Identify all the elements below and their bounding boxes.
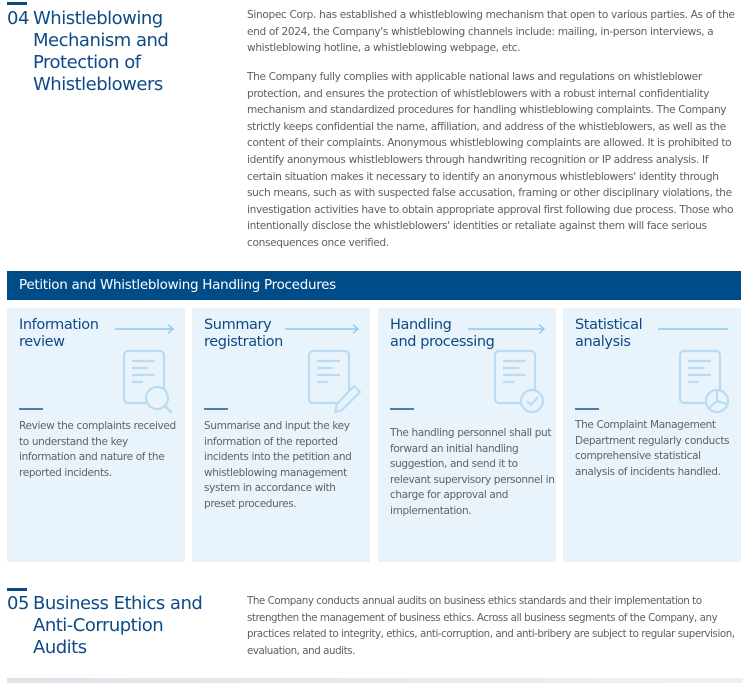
bottom-divider xyxy=(7,678,743,683)
section-05-number: 05 xyxy=(7,593,29,614)
procedure-step-description: The Complaint Management Department regularly conducts comprehensive statistical analysis of incidents handled. xyxy=(575,419,730,478)
section-04-title-line: Protection of xyxy=(33,52,141,73)
procedure-step-divider xyxy=(575,408,599,410)
document-edit-icon xyxy=(304,346,364,418)
document-chart-icon xyxy=(675,346,735,418)
procedure-step-divider xyxy=(390,408,414,410)
arrow-right-icon xyxy=(115,324,175,334)
section-04-paragraph-channels: Sinopec Corp. has established a whistleblowing mechanism that open to various parties. As of the end of 2024, the Company's whistleblowing channels include: mailing, in-person interviews, a whistleblowing hotline, a whistleblowing webpage, etc. xyxy=(247,9,735,55)
procedure-step-description: Review the complaints received to understand the key information and nature of the reported incidents. xyxy=(19,420,176,479)
section-04-paragraph-protection: The Company fully complies with applicable national laws and regulations on whistleblower protection, and ensures the protection of whistleblowers with a robust internal confidentiality mechanism and standardized procedures for handling whistleblowing complaints. The Company strictly keeps confidential the name, affiliation, and address of the whistleblowers, as well as the content of their complaints. Anonymous whistleblowing complaints are allowed. It is prohibited to identify anonymous whistleblowers through handwriting recognition or IP address analysis. If certain situation makes it necessary to identify an anonymous whistleblowers' identity through such means, such as with suspected false accusation, framing or other disciplinary violations, the investigation activities have to obtain appropriate approval first following due process. Those who intentionally disclose the whistleblowers' identities or retaliate against them will face serious consequences once verified. xyxy=(247,71,734,249)
procedure-step-title-line: Information xyxy=(19,317,99,333)
procedure-step-divider xyxy=(204,408,228,410)
procedure-step-title xyxy=(19,317,99,351)
procedure-step-title xyxy=(204,317,283,351)
document-search-icon xyxy=(119,346,179,418)
procedure-step-title-line: Summary xyxy=(204,317,272,333)
section-05-title xyxy=(33,593,202,659)
section-04-number: 04 xyxy=(7,8,29,29)
procedure-step-divider xyxy=(19,408,43,410)
document-check-icon xyxy=(490,346,550,418)
procedure-step-title-line: Handling xyxy=(390,317,452,333)
procedure-step-title-line: review xyxy=(19,334,65,350)
section-05-title-line: Business Ethics and xyxy=(33,593,203,614)
procedure-step-description: The handling personnel shall put forward an initial handling suggestion, and send it to relevant supervisory personnel in charge for approval and implementation. xyxy=(390,427,555,517)
section-05-heading xyxy=(7,593,237,663)
procedure-step-title-line: and processing xyxy=(390,334,495,350)
procedure-step-title-line: registration xyxy=(204,334,283,350)
section-05-paragraph: The Company conducts annual audits on business ethics standards and their implementation to strengthen the management of business ethics. Across all business segments of the Company, any practices related to integrity, ethics, anti-corruption, and anti-bribery are subject to regular supervision, evaluation, and audits. xyxy=(247,595,735,657)
procedure-step-title xyxy=(575,317,642,351)
procedure-step-title-line: Statistical xyxy=(575,317,643,333)
procedures-title: Petition and Whistleblowing Handling Procedures xyxy=(19,277,336,293)
section-04-title xyxy=(33,8,168,96)
procedure-step-card xyxy=(192,308,370,562)
section-04-title-line: Whistleblowers xyxy=(33,74,163,95)
section-04-title-line: Whistleblowing xyxy=(33,8,163,29)
arrow-right-icon xyxy=(468,324,546,334)
procedure-step-card xyxy=(7,308,185,562)
procedure-step-card xyxy=(378,308,556,562)
section-04-accent-bar xyxy=(7,2,27,5)
section-04-heading xyxy=(7,8,237,98)
procedure-step-title xyxy=(390,317,494,351)
section-05-title-line: Audits xyxy=(33,637,87,658)
section-05-accent-bar xyxy=(7,588,27,591)
procedure-step-description: Summarise and input the key information of the reported incidents into the petition and whistleblowing management system in accordance with preset procedures. xyxy=(204,420,352,510)
procedures-header-band xyxy=(7,271,741,300)
section-05-title-line: Anti-Corruption xyxy=(33,615,164,636)
procedure-step-title-line: analysis xyxy=(575,334,631,350)
section-04-title-line: Mechanism and xyxy=(33,30,169,51)
connector-line xyxy=(658,324,728,334)
arrow-right-icon xyxy=(285,324,360,334)
procedure-step-card xyxy=(563,308,741,562)
